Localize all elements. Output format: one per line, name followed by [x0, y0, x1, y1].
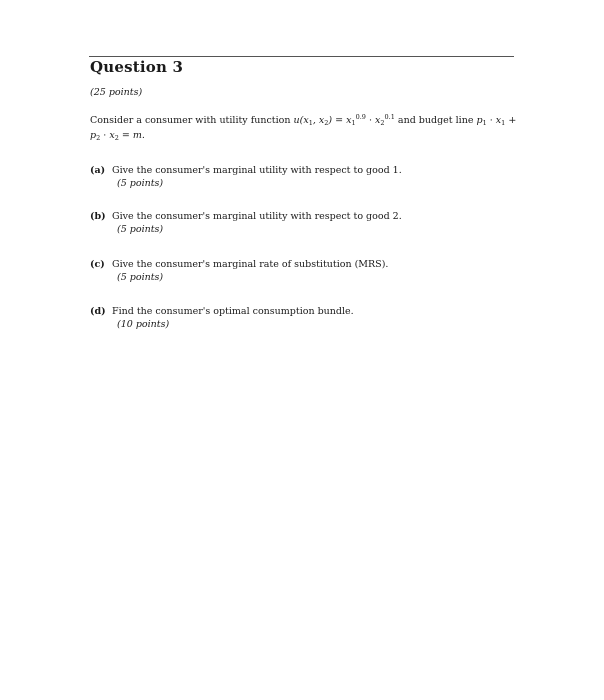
- top-rule: [89, 56, 514, 57]
- intro-text-start: Consider a consumer with utility function: [90, 115, 291, 126]
- budget-line-part2: $p_2 \cdot x_2 = m$: [90, 130, 142, 142]
- part-a: [90, 165, 402, 189]
- budget-line-part1: $p_1 \cdot x_1$ +: [476, 115, 517, 127]
- part-b: [90, 211, 402, 235]
- part-d-points: (10 points): [117, 319, 170, 330]
- utility-function: $u(x_1$, $x_2) = x_1^{0.9} \cdot x_2^{0.1}$: [293, 113, 395, 127]
- part-c: [90, 259, 388, 283]
- question-intro: [90, 113, 520, 143]
- part-a-text: Give the consumer's marginal utility with respect to good 1.: [112, 165, 402, 176]
- intro-text-end: .: [141, 130, 145, 141]
- part-a-label: (a): [90, 165, 106, 176]
- part-b-text: Give the consumer's marginal utility with respect to good 2.: [112, 211, 402, 222]
- question-title: Question 3: [90, 58, 184, 76]
- part-c-label: (c): [90, 259, 105, 270]
- part-c-text: Give the consumer's marginal rate of substitution (MRS).: [112, 259, 389, 270]
- part-a-points: (5 points): [117, 178, 164, 189]
- part-d-text: Find the consumer's optimal consumption bundle.: [112, 306, 354, 317]
- part-c-points: (5 points): [117, 272, 164, 283]
- part-b-label: (b): [90, 211, 106, 222]
- question-points: (25 points): [90, 87, 143, 98]
- part-b-points: (5 points): [117, 224, 164, 235]
- part-d-label: (d): [90, 306, 106, 317]
- intro-text-mid: and budget line: [397, 115, 474, 126]
- part-d: [90, 306, 354, 330]
